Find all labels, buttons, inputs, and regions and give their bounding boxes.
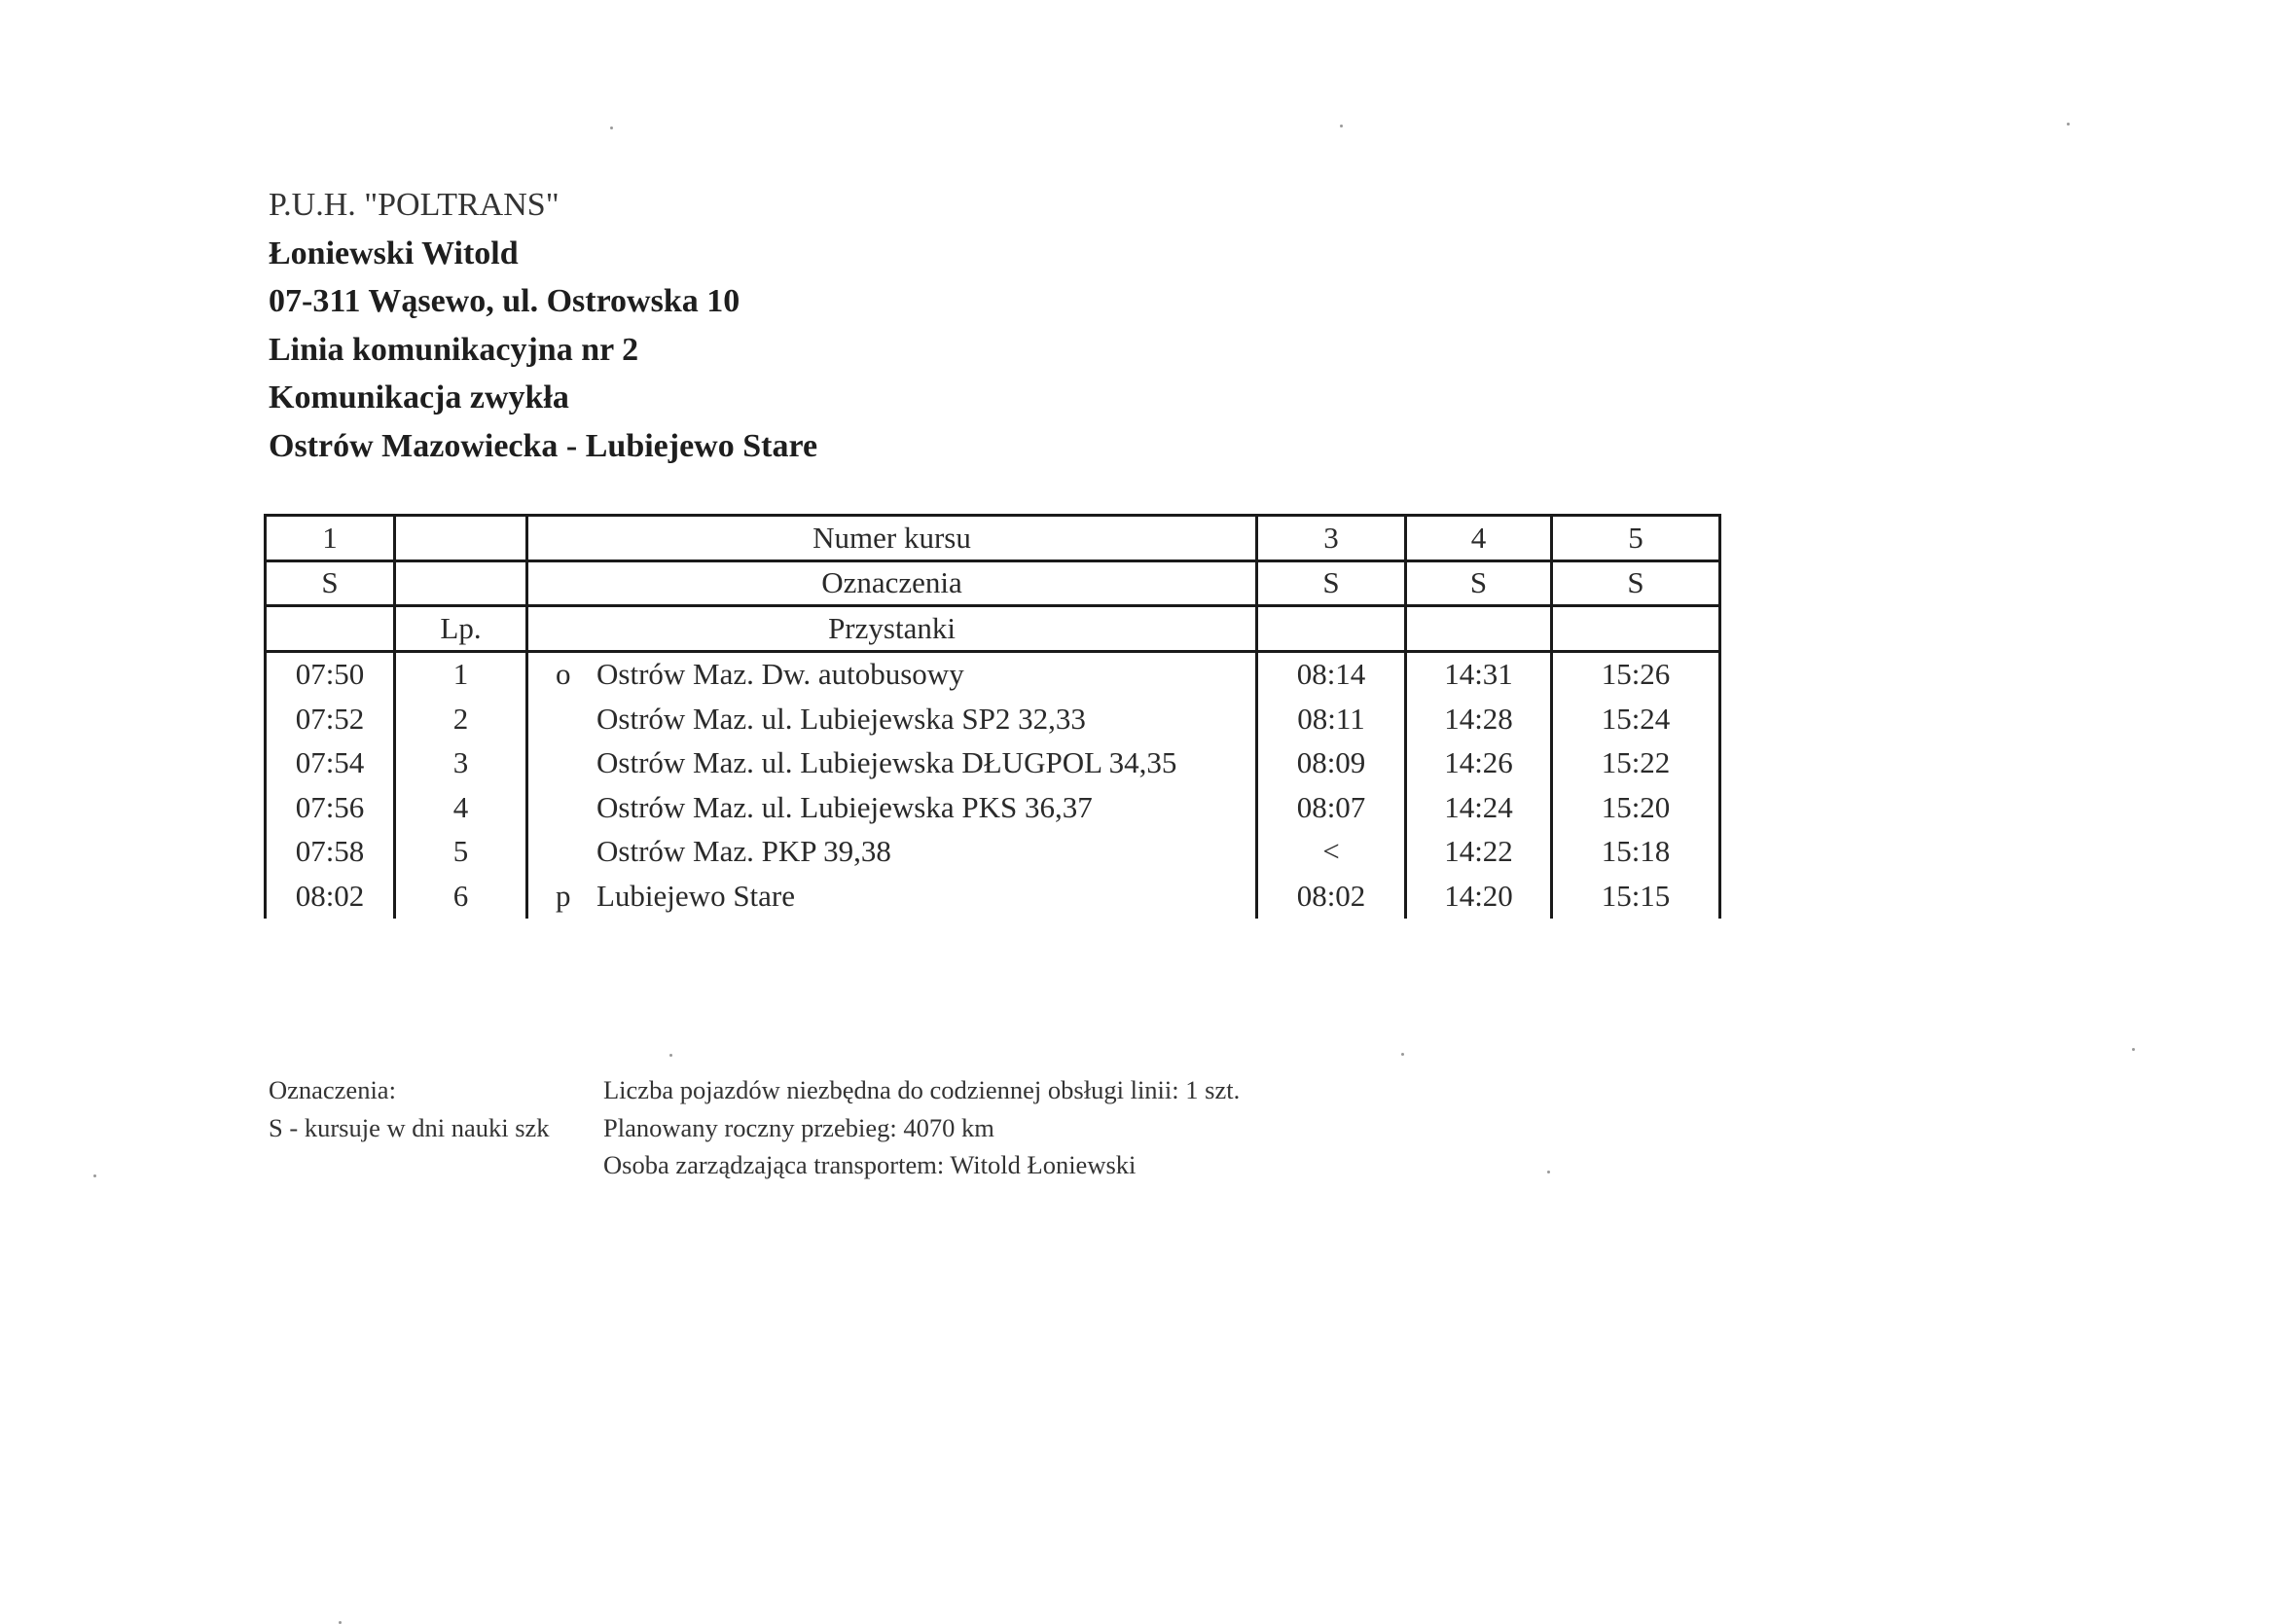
empty-cell [266, 606, 395, 652]
stop-lp: 2 [395, 697, 527, 741]
service-type: Komunikacja zwykła [269, 379, 569, 415]
scan-speck [610, 126, 613, 129]
stops-header: Przystanki [527, 606, 1257, 652]
company-address: 07-311 Wąsewo, ul. Ostrowska 10 [269, 283, 740, 319]
scan-speck [1547, 1171, 1550, 1173]
course-cell: 3 [1257, 516, 1406, 561]
table-row [266, 785, 1720, 830]
stop-marker: o [556, 657, 571, 692]
empty-cell [1257, 606, 1406, 652]
course-cell: 1 [266, 516, 395, 561]
table-row [266, 830, 1720, 875]
stop-cell [527, 697, 1257, 741]
departure-time-course-5: 15:22 [1552, 741, 1720, 786]
stop-cell [527, 874, 1257, 919]
departure-time-course-4: 14:26 [1406, 741, 1552, 786]
departure-time-course-1: 07:58 [266, 830, 395, 875]
document-header [269, 181, 817, 470]
stop-cell [527, 830, 1257, 875]
stop-name: Ostrów Maz. ul. Lubiejewska SP2 32,33 [596, 701, 1086, 736]
departure-time-course-4: 14:31 [1406, 651, 1552, 697]
scan-speck [669, 1054, 672, 1057]
departure-time-course-1: 07:50 [266, 651, 395, 697]
stop-lp: 6 [395, 874, 527, 919]
empty-cell [1406, 606, 1552, 652]
departure-time-course-5: 15:18 [1552, 830, 1720, 875]
stop-cell [527, 651, 1257, 697]
departure-time-course-3: 08:11 [1257, 697, 1406, 741]
row-label: Numer kursu [527, 516, 1257, 561]
departure-time-course-4: 14:28 [1406, 697, 1552, 741]
departure-time-course-5: 15:24 [1552, 697, 1720, 741]
route-name: Ostrów Mazowiecka - Lubiejewo Stare [269, 427, 818, 464]
departure-time-course-1: 07:54 [266, 741, 395, 786]
course-number-row [266, 516, 1720, 561]
stop-name: Ostrów Maz. PKP 39,38 [596, 834, 891, 869]
stop-name: Lubiejewo Stare [596, 878, 796, 913]
table-row [266, 697, 1720, 741]
stop-marker: p [556, 878, 571, 913]
departure-time-course-4: 14:20 [1406, 874, 1552, 919]
table-row [266, 651, 1720, 697]
transport-manager: Osoba zarządzająca transportem: Witold Łoniewski [603, 1150, 1137, 1179]
scan-speck [2132, 1048, 2135, 1051]
empty-cell [395, 516, 527, 561]
departure-time-course-5: 15:15 [1552, 874, 1720, 919]
table-row [266, 874, 1720, 919]
scan-speck [2067, 123, 2070, 126]
table-row [266, 741, 1720, 786]
legend [269, 1071, 550, 1146]
course-cell: 5 [1552, 516, 1720, 561]
stop-lp: 1 [395, 651, 527, 697]
empty-cell [1552, 606, 1720, 652]
departure-time-course-4: 14:24 [1406, 785, 1552, 830]
departure-time-course-3: 08:14 [1257, 651, 1406, 697]
lp-header: Lp. [395, 606, 527, 652]
designation-cell: S [266, 560, 395, 606]
designation-row [266, 560, 1720, 606]
stop-lp: 3 [395, 741, 527, 786]
stop-cell [527, 785, 1257, 830]
empty-cell [395, 560, 527, 606]
timetable [264, 514, 1721, 919]
stop-name: Ostrów Maz. ul. Lubiejewska PKS 36,37 [596, 789, 1093, 824]
scan-speck [1401, 1053, 1404, 1056]
legend-s: S - kursuje w dni nauki szk [269, 1112, 550, 1142]
course-cell: 4 [1406, 516, 1552, 561]
row-label: Oznaczenia [527, 560, 1257, 606]
scan-speck [1340, 125, 1343, 127]
departure-time-course-3: 08:02 [1257, 874, 1406, 919]
legend-title: Oznaczenia: [269, 1075, 396, 1104]
stop-name: Ostrów Maz. Dw. autobusowy [596, 657, 964, 692]
designation-cell: S [1406, 560, 1552, 606]
company-name: P.U.H. "POLTRANS" [269, 187, 560, 223]
line-number: Linia komunikacyjna nr 2 [269, 331, 639, 368]
departure-time-course-1: 08:02 [266, 874, 395, 919]
departure-time-course-3: 08:09 [1257, 741, 1406, 786]
departure-time-course-5: 15:26 [1552, 651, 1720, 697]
departure-time-course-3: < [1257, 830, 1406, 875]
owner-name: Łoniewski Witold [269, 235, 519, 271]
departure-time-course-1: 07:52 [266, 697, 395, 741]
vehicles-needed: Liczba pojazdów niezbędna do codziennej obsługi linii: 1 szt. [603, 1075, 1241, 1104]
stops-header-row [266, 606, 1720, 652]
line-info [603, 1071, 1240, 1184]
departure-time-course-1: 07:56 [266, 785, 395, 830]
designation-cell: S [1257, 560, 1406, 606]
scan-speck [93, 1174, 96, 1177]
departure-time-course-4: 14:22 [1406, 830, 1552, 875]
departure-time-course-5: 15:20 [1552, 785, 1720, 830]
departure-time-course-3: 08:07 [1257, 785, 1406, 830]
annual-mileage: Planowany roczny przebieg: 4070 km [603, 1112, 994, 1142]
stop-cell [527, 741, 1257, 786]
designation-cell: S [1552, 560, 1720, 606]
stop-lp: 4 [395, 785, 527, 830]
stop-lp: 5 [395, 830, 527, 875]
stop-name: Ostrów Maz. ul. Lubiejewska DŁUGPOL 34,35 [596, 745, 1177, 780]
